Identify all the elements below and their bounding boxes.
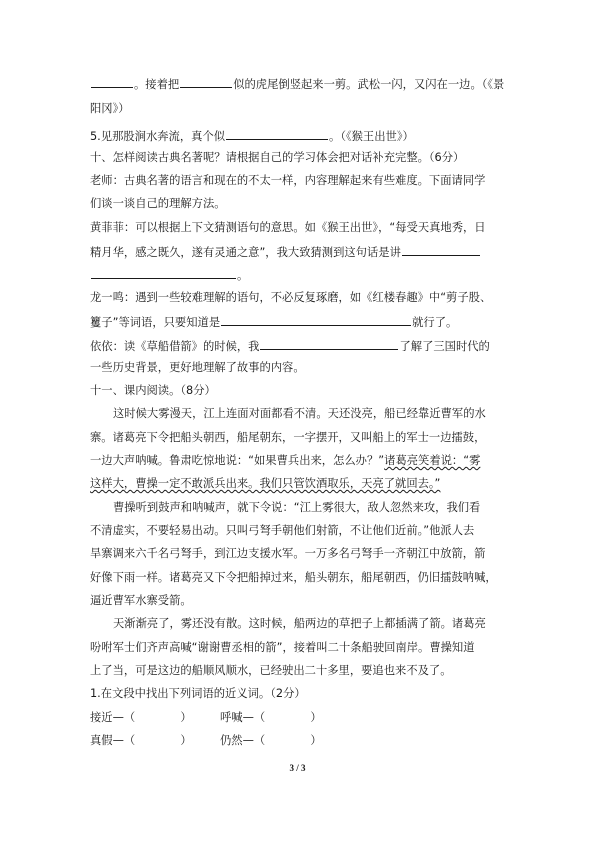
passage-line: 这时候大雾漫天，江上连面对面都看不清。天还没亮，船已经靠近曹军的水 xyxy=(113,407,486,420)
passage-line: 好像下雨一样。诸葛亮又下令把船掉过来，船头朝东，船尾朝西，仍旧擂鼓呐喊， xyxy=(90,571,497,584)
wavy-underlined-text: 诸葛亮笑着说：“雾 xyxy=(384,454,481,467)
text-line: 精月华，感之既久，遂有灵通之意”，我大致猜测到这句话是讲 xyxy=(90,243,510,261)
text-line: 阳冈》） xyxy=(90,102,130,115)
synonym-blank[interactable]: 接近—（ ） xyxy=(90,711,192,724)
answer-blank[interactable] xyxy=(226,127,328,140)
answer-blank[interactable] xyxy=(221,313,411,326)
text-line: 。 xyxy=(90,266,510,284)
section-heading: 十一、课内阅读。（8分） xyxy=(90,384,216,397)
answer-blank[interactable] xyxy=(91,75,133,88)
text-line: 籰子”等词语，只要知道是 就行了。 xyxy=(90,313,510,331)
text-line: 一些历史背景，更好地理解了故事的内容。 xyxy=(90,361,305,374)
passage-line: 寨。诸葛亮下令把船头朝西，船尾朝东，一字摆开，又叫船上的军士一边擂鼓， xyxy=(90,431,486,444)
passage-line: 上了当，可是这边的船顺风顺水，已经驶出二十多里，要追也来不及了。 xyxy=(90,664,452,677)
text-line: 。接着把 似的虎尾倒竖起来一剪。武松一闪，又闪在一边。（《景 xyxy=(90,75,510,93)
passage-line: 旱寨调来六千名弓弩手，到江边支援水军。一万多名弓弩手一齐朝江中放箭，箭 xyxy=(90,547,486,560)
wavy-underlined-text: 这样大，曹操一定不敢派兵出来。我们只管饮酒取乐，天亮了就回去。” xyxy=(90,477,441,490)
passage-line: 不清虚实，不要轻易出动。只叫弓弩手朝他们射箭，不让他们近前。”他派人去 xyxy=(90,524,475,537)
text-line: 们谈一谈自己的理解方法。 xyxy=(90,197,226,210)
answer-row xyxy=(90,733,510,749)
text-line: 依依：读《草船借箭》的时候，我 了解了三国时代的 xyxy=(90,337,510,355)
passage-line: 一边大声呐喊。鲁肃吃惊地说：“如果曹兵出来，怎么办？”诸葛亮笑着说：“雾 xyxy=(90,454,481,467)
answer-blank[interactable] xyxy=(260,337,398,350)
answer-row xyxy=(90,710,510,726)
passage-line: 吩咐军士们齐声高喊“谢谢曹丞相的箭”，接着叫二十条船驶回南岸。曹操知道 xyxy=(90,641,475,654)
text-line: 黄菲菲：可以根据上下文猜测语句的意思。如《猴王出世》，“每受天真地秀，日 xyxy=(90,221,486,234)
answer-blank[interactable] xyxy=(402,243,480,256)
synonym-blank[interactable]: 仍然—（ ） xyxy=(220,734,322,747)
passage-line: 曹操听到鼓声和呐喊声，就下令说：“江上雾很大，敌人忽然来攻，我们看 xyxy=(113,501,481,514)
synonym-blank[interactable]: 呼喊—（ ） xyxy=(220,711,322,724)
synonym-blank[interactable]: 真假—（ ） xyxy=(90,734,192,747)
text-line: 龙一鸣：遇到一些较难理解的语句，不必反复琢磨，如《红楼春趣》中“剪子股、 xyxy=(90,291,492,304)
text-line: 5.见那股涧水奔流，真个似 。（《猴王出世》） xyxy=(90,127,510,145)
passage-line: 天渐渐亮了，雾还没有散。这时候，船两边的草把子上都插满了箭。诸葛亮 xyxy=(113,617,486,630)
text-line: 老师：古典名著的语言和现在的不太一样，内容理解起来有些难度。下面请同学 xyxy=(90,174,486,187)
passage-line: 逼近曹军水寨受箭。 xyxy=(90,594,192,607)
question-line: 1.在文段中找出下列词语的近义词。（2分） xyxy=(90,687,306,700)
answer-blank[interactable] xyxy=(91,266,236,279)
section-heading: 十、怎样阅读古典名著呢？请根据自己的学习体会把对话补充完整。（6分） xyxy=(90,151,465,164)
answer-blank[interactable] xyxy=(180,75,232,88)
passage-line xyxy=(90,476,510,492)
page-number: 3 / 3 xyxy=(289,763,306,773)
